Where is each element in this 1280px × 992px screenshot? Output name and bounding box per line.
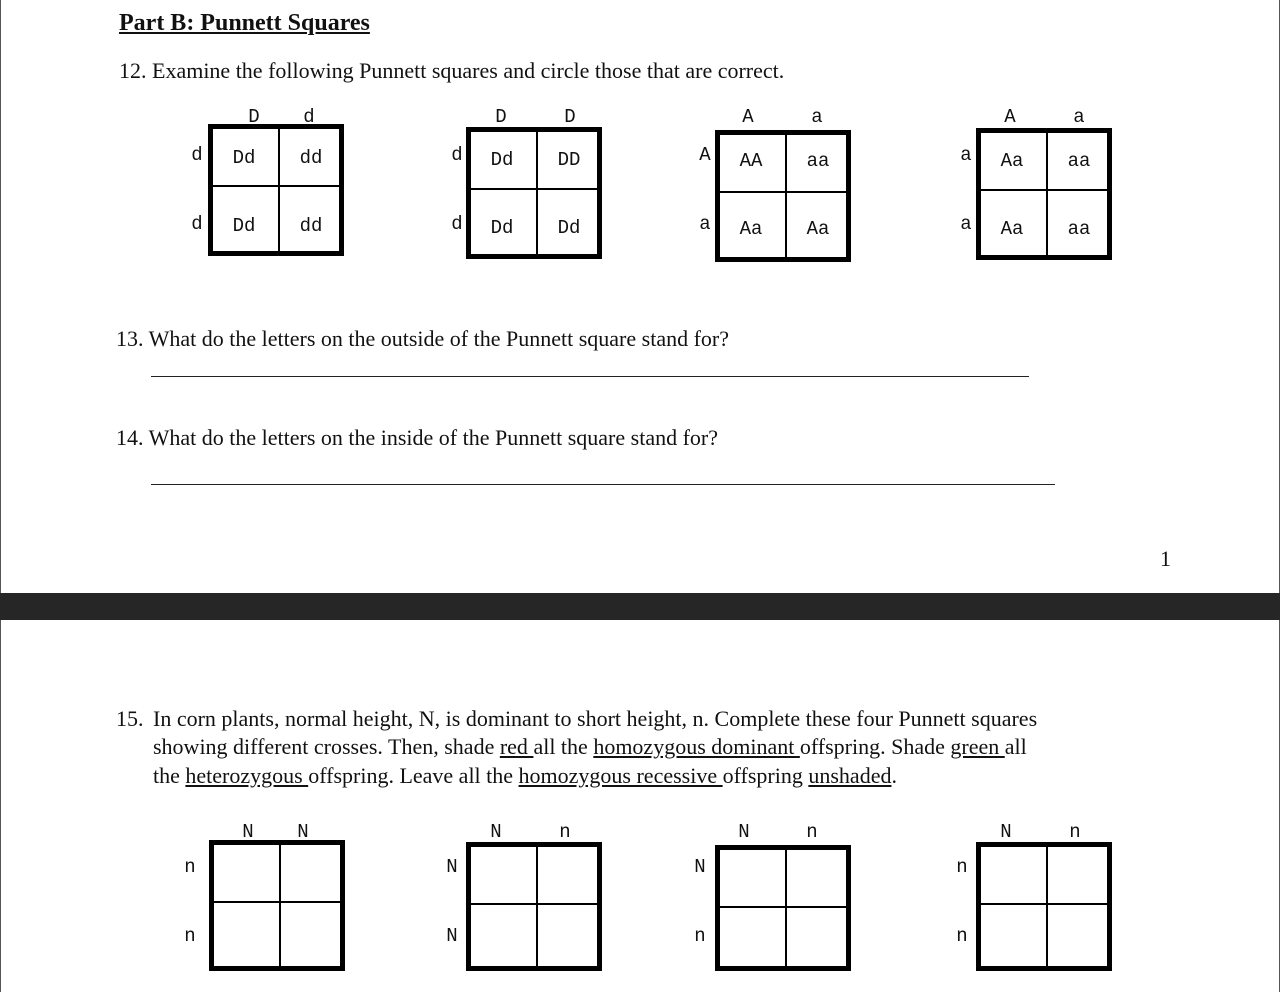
blank-punnett-grid[interactable] [976, 842, 1112, 971]
offspring-cell: aa [806, 150, 830, 172]
page-separator [0, 593, 1280, 620]
text-homozygous-recessive: homozygous recessive [518, 763, 723, 788]
offspring-cell: AA [739, 150, 763, 172]
offspring-cell: dd [299, 147, 323, 169]
question-15-line-2 [153, 733, 1027, 762]
allele-top-2: D [564, 106, 576, 128]
allele-side-2: a [960, 213, 972, 235]
text-span: . [891, 763, 897, 788]
allele-top-1: N [1000, 821, 1012, 843]
blank-punnett-grid[interactable] [209, 840, 345, 971]
text-span: offspring. Shade [799, 734, 951, 759]
allele-top-1: N [738, 821, 750, 843]
question-14: 14. What do the letters on the inside of the Punnett square stand for? [116, 425, 719, 450]
allele-top-2: a [1073, 106, 1085, 128]
offspring-cell: Dd [490, 217, 514, 239]
allele-side-1: d [191, 144, 203, 166]
question-13: 13. What do the letters on the outside of the Punnett square stand for? [116, 326, 730, 351]
offspring-cell: DD [557, 149, 581, 171]
offspring-cell: aa [1067, 218, 1091, 240]
text-red: red [499, 734, 534, 759]
worksheet-page-2 [0, 620, 1280, 992]
part-title: Part B: Punnett Squares [119, 10, 370, 36]
allele-side-1: A [699, 144, 711, 166]
allele-side-1: a [960, 144, 972, 166]
question-15-line-1: In corn plants, normal height, N, is dominant to short height, n. Complete these four Punnett squares [153, 706, 1038, 731]
text-unshaded: unshaded [808, 763, 892, 788]
punnett-grid [976, 128, 1112, 260]
allele-top-2: N [297, 821, 309, 843]
allele-side-2: n [694, 925, 706, 947]
allele-top-1: D [248, 106, 260, 128]
offspring-cell: Aa [739, 218, 763, 240]
punnett-grid [466, 127, 602, 259]
offspring-cell: Dd [232, 147, 256, 169]
offspring-cell: Aa [1000, 218, 1024, 240]
allele-side-1: n [956, 856, 968, 878]
text-span: offspring [722, 763, 809, 788]
allele-side-1: d [451, 144, 463, 166]
allele-side-1: n [184, 856, 196, 878]
allele-top-1: A [1004, 106, 1016, 128]
offspring-cell: dd [299, 215, 323, 237]
question-15-number: 15. [116, 706, 144, 731]
offspring-cell: Aa [1000, 150, 1024, 172]
allele-side-2: d [191, 213, 203, 235]
blank-punnett-grid[interactable] [466, 842, 602, 971]
offspring-cell: Dd [490, 149, 514, 171]
text-heterozygous: heterozygous [185, 763, 309, 788]
text-span: all the [533, 734, 594, 759]
text-span: the [153, 763, 186, 788]
allele-top-2: a [811, 106, 823, 128]
answer-line-14[interactable] [151, 484, 1055, 485]
offspring-cell: Dd [557, 217, 581, 239]
allele-top-2: n [806, 821, 818, 843]
text-homozygous-dominant: homozygous dominant [593, 734, 800, 759]
question-12: 12. Examine the following Punnett squares and circle those that are correct. [119, 58, 785, 83]
punnett-grid [208, 124, 344, 256]
allele-top-2: n [559, 821, 571, 843]
allele-side-2: N [446, 925, 458, 947]
text-span: offspring. Leave all the [308, 763, 519, 788]
allele-side-1: N [446, 856, 458, 878]
allele-top-1: D [495, 106, 507, 128]
offspring-cell: aa [1067, 150, 1091, 172]
allele-side-1: N [694, 856, 706, 878]
text-span: all [1004, 734, 1027, 759]
offspring-cell: Aa [806, 218, 830, 240]
offspring-cell: Dd [232, 215, 256, 237]
allele-side-2: d [451, 213, 463, 235]
allele-side-2: a [699, 213, 711, 235]
allele-top-1: N [490, 821, 502, 843]
blank-punnett-grid[interactable] [715, 845, 851, 971]
allele-top-2: d [303, 106, 315, 128]
allele-top-1: N [242, 821, 254, 843]
page-number: 1 [1160, 546, 1171, 571]
text-span: showing different crosses. Then, shade [153, 734, 500, 759]
allele-side-2: n [184, 925, 196, 947]
answer-line-13[interactable] [151, 376, 1029, 377]
allele-top-2: n [1069, 821, 1081, 843]
allele-top-1: A [742, 106, 754, 128]
punnett-grid [715, 130, 851, 262]
question-15-line-3 [153, 762, 897, 791]
text-green: green [950, 734, 1005, 759]
allele-side-2: n [956, 925, 968, 947]
